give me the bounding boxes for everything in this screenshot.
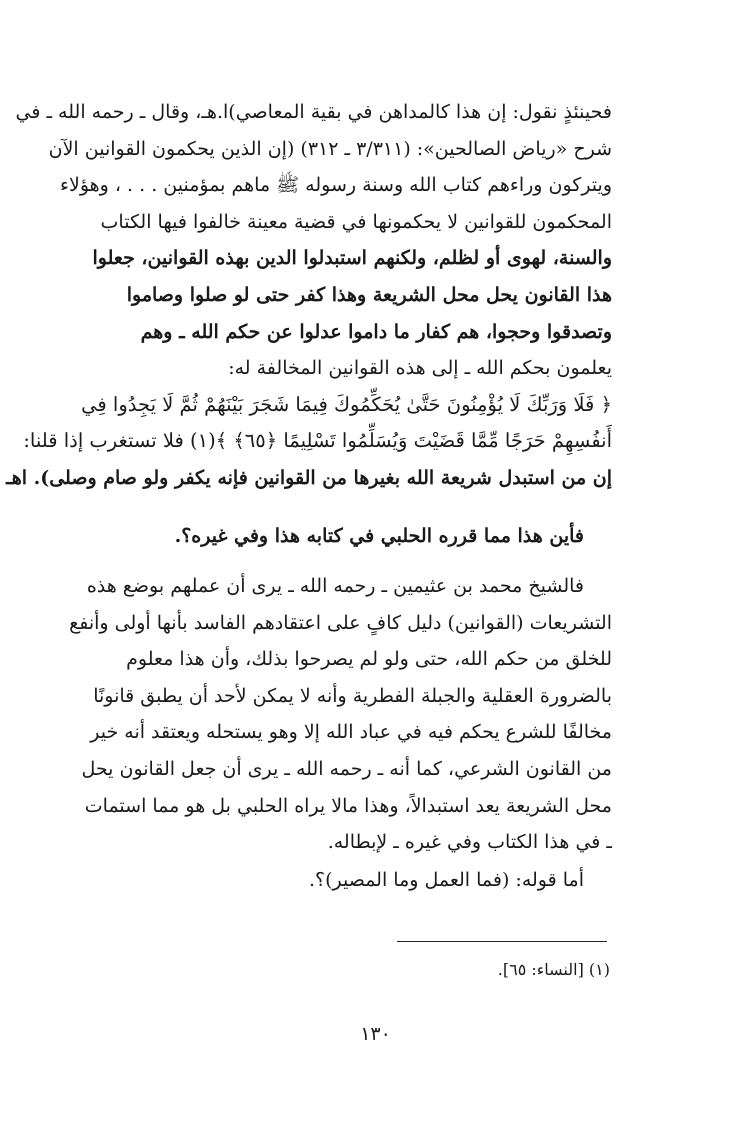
- text-line: المحكمون للقوانين لا يحكمونها في قضية معينة خالفوا فيها الكتاب: [100, 210, 612, 233]
- text-line: بالضرورة العقلية والجبلة الفطرية وأنه لا يمكن لأحد أن يطبق قانونًا: [93, 684, 612, 707]
- text-line: أما قوله: (فما العمل وما المصير)؟.: [308, 869, 584, 891]
- text-line: إن من استبدل شريعة الله بغيرها من القوانين فإنه يكفر ولو صام وصلى). اهـ: [6, 466, 612, 489]
- text-line: هذا القانون يحل محل الشريعة وهذا كفر حتى لو صلوا وصاموا: [126, 283, 612, 306]
- paragraph-next-question: [52, 862, 612, 899]
- quran-verse-line: أَنفُسِهِمْ حَرَجًا مِّمَّا قَضَيْتَ وَيُسَلِّمُوا تَسْلِيمًا ﴿٦٥﴾ ﴾(١) فلا تستغرب إذا قلنا:: [23, 429, 612, 453]
- text-line: ـ في هذا الكتاب وفي غيره ـ لإبطاله.: [327, 831, 612, 854]
- footnote-separator: [397, 941, 607, 942]
- text-line: للخلق من حكم الله، حتى ولو لم يصرحوا بذلك، وأن هذا معلوم: [126, 648, 612, 671]
- text-line: التشريعات (القوانين) دليل كافٍ على اعتقادهم الفاسد بأنها أولى وأنفع: [69, 611, 612, 634]
- text-line: فأين هذا مما قرره الحلبي في كتابه هذا وفي غيره؟.: [174, 525, 584, 547]
- quran-verse-line: ﴿ فَلَا وَرَبِّكَ لَا يُؤْمِنُونَ حَتَّىٰ يُحَكِّمُوكَ فِيمَا شَجَرَ بَيْنَهُمْ ثُمَّ لَا يَجِدُوا فِي: [81, 392, 612, 416]
- text-line: فحينئذٍ نقول: إن هذا كالمداهن في بقية المعاصي)ا.هـ، وقال ـ رحمه الله ـ في: [15, 101, 612, 123]
- footnote: (١) [النساء: ٦٥].: [497, 960, 610, 979]
- text-line: والسنة، لهوى أو لظلم، ولكنهم استبدلوا الدين بهذه القوانين، جعلوا: [92, 247, 612, 270]
- text-line: مخالفًا للشرع يحكم فيه في عباد الله إلا وهو يستحله ويعتقد أنه خير: [90, 721, 612, 744]
- text-line: شرح «رياض الصالحين»: (٣/٣١١ ـ ٣١٢) (إن الذين يحكمون القوانين الآن: [48, 137, 612, 160]
- paragraph-question: [52, 518, 612, 555]
- text-line: محل الشريعة يعد استبدالاً، وهذا مالا يراه الحلبي بل هو مما استمات: [84, 794, 612, 817]
- text-line: يعلمون بحكم الله ـ إلى هذه القوانين المخالفة له:: [228, 357, 612, 380]
- page-number: ١٣٠: [360, 1023, 391, 1045]
- text-line: ويتركون وراءهم كتاب الله وسنة رسوله ﷺ ماهم بمؤمنين . . . ، وهؤلاء: [60, 174, 612, 197]
- paragraph-commentary: [52, 568, 612, 861]
- text-line: فالشيخ محمد بن عثيمين ـ رحمه الله ـ يرى أن عملهم بوضع هذه: [86, 575, 584, 597]
- paragraph-quote: [6, 94, 612, 497]
- text-line: من القانون الشرعي، كما أنه ـ رحمه الله ـ يرى أن جعل القانون يحل: [81, 757, 612, 780]
- text-line: وتصدقوا وحجوا، هم كفار ما داموا عدلوا عن حكم الله ـ وهم: [140, 320, 612, 343]
